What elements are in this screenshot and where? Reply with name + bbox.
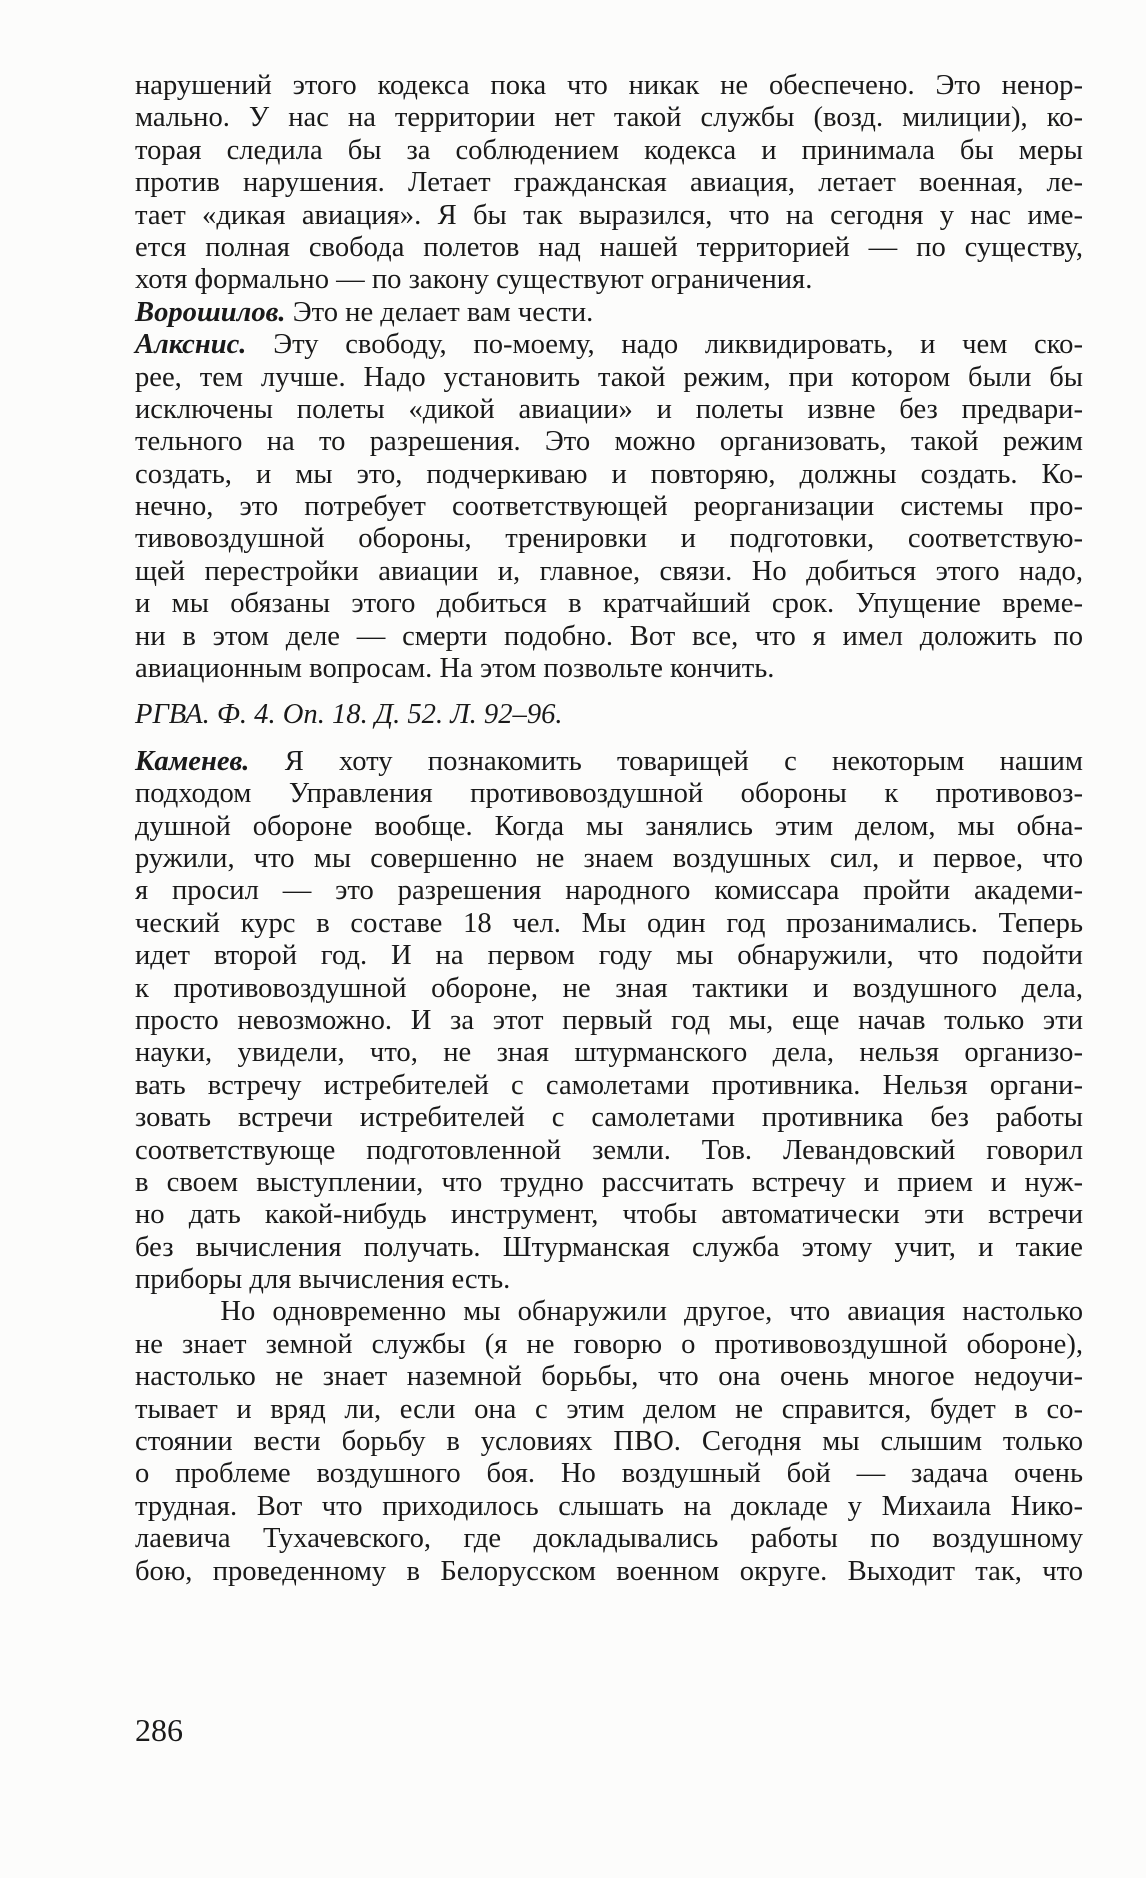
page-number: 286 bbox=[135, 1712, 183, 1748]
archive-citation: РГВА. Ф. 4. Оп. 18. Д. 52. Л. 92–96. bbox=[135, 699, 563, 731]
page-text bbox=[135, 70, 1083, 1588]
paragraph bbox=[135, 1296, 1083, 1588]
text-line: зовать встречи истребителей с самолетами противника без работы bbox=[135, 1102, 1083, 1134]
text-line: тывает и вряд ли, если она с этим делом не справится, будет в со- bbox=[135, 1393, 1083, 1425]
text-line: трудная. Вот что приходилось слышать на докладе у Михаила Нико- bbox=[135, 1490, 1083, 1522]
text-line: душной обороне вообще. Когда мы занялись этим делом, мы обна- bbox=[135, 810, 1083, 842]
text-line: тает «дикая авиация». Я бы так выразился, что на сегодня у нас име- bbox=[135, 199, 1083, 231]
text-line: бою, проведенному в Белорусском военном округе. Выходит так, что bbox=[135, 1555, 1083, 1587]
text-line: идет второй год. И на первом году мы обнаружили, что подойти bbox=[135, 940, 1083, 972]
text-line: мально. У нас на территории нет такой службы (возд. милиции), ко- bbox=[135, 102, 1083, 134]
text-line: торая следила бы за соблюдением кодекса и принимала бы меры bbox=[135, 134, 1083, 166]
text-line: нечно, это потребует соответствующей реорганизации системы про- bbox=[135, 491, 1083, 523]
speaker-name: Алкснис. bbox=[135, 329, 247, 361]
text-line: лаевича Тухачевского, где докладывались работы по воздушному bbox=[135, 1523, 1083, 1555]
text-line: рее, тем лучше. Надо установить такой режим, при котором были бы bbox=[135, 361, 1083, 393]
text-line bbox=[135, 329, 1083, 361]
text-line: стоянии вести борьбу в условиях ПВО. Сегодня мы слышим только bbox=[135, 1426, 1083, 1458]
text-line: в своем выступлении, что трудно рассчитать встречу и прием и нуж- bbox=[135, 1166, 1083, 1198]
text-line: я просил — это разрешения народного комиссара пройти академи- bbox=[135, 875, 1083, 907]
text-line: щей перестройки авиации и, главное, связи. Но добиться этого надо, bbox=[135, 555, 1083, 587]
paragraph bbox=[135, 70, 1083, 297]
speaker-name: Каменев. bbox=[135, 745, 250, 777]
text-line: ческий курс в составе 18 чел. Мы один год прозанимались. Теперь bbox=[135, 907, 1083, 939]
text-line: о проблеме воздушного боя. Но воздушный бой — задача очень bbox=[135, 1458, 1083, 1490]
text-line: науки, увидели, что, не зная штурманского дела, нельзя организо- bbox=[135, 1037, 1083, 1069]
text-line: без вычисления получать. Штурманская служба этому учит, и такие bbox=[135, 1231, 1083, 1263]
text-line: приборы для вычисления есть. bbox=[135, 1264, 511, 1296]
speech-text: Я хоту познакомить товарищей с некоторым нашим bbox=[249, 745, 1083, 777]
text-line: тельного на то разрешения. Это можно организовать, такой режим bbox=[135, 426, 1083, 458]
text-line: не знает земной службы (я не говорю о противовоздушной обороне), bbox=[135, 1328, 1083, 1360]
text-line: создать, и мы это, подчеркиваю и повторяю, должны создать. Ко- bbox=[135, 458, 1083, 490]
paragraph bbox=[135, 746, 1083, 1297]
text-line: против нарушения. Летает гражданская авиация, летает военная, ле- bbox=[135, 167, 1083, 199]
text-line: ни в этом деле — смерти подобно. Вот все, что я имел доложить по bbox=[135, 620, 1083, 652]
text-line: вать встречу истребителей с самолетами противника. Нельзя органи- bbox=[135, 1069, 1083, 1101]
text-line: исключены полеты «дикой авиации» и полеты извне без предвари- bbox=[135, 393, 1083, 425]
text-line: просто невозможно. И за этот первый год мы, еще начав только эти bbox=[135, 1004, 1083, 1036]
text-line: соответствующе подготовленной земли. Тов. Левандовский говорил bbox=[135, 1134, 1083, 1166]
speech-text: Это не делает вам чести. bbox=[285, 296, 594, 328]
text-line: нарушений этого кодекса пока что никак не обеспечено. Это ненор- bbox=[135, 70, 1083, 101]
text-line: подходом Управления противовоздушной обороны к противовоз- bbox=[135, 778, 1083, 810]
paragraph bbox=[135, 329, 1083, 685]
text-line: но дать какой-нибудь инструмент, чтобы автоматически эти встречи bbox=[135, 1199, 1083, 1231]
text-line bbox=[135, 297, 1083, 329]
text-line: авиационным вопросам. На этом позвольте кончить. bbox=[135, 653, 775, 685]
text-line: ется полная свобода полетов над нашей территорией — по существу, bbox=[135, 231, 1083, 263]
text-line: тивовоздушной обороны, тренировки и подготовки, соответствую- bbox=[135, 523, 1083, 555]
text-line: ружили, что мы совершенно не знаем воздушных сил, и первое, что bbox=[135, 842, 1083, 874]
text-line: и мы обязаны этого добиться в кратчайший срок. Упущение време- bbox=[135, 588, 1083, 620]
text-line: Но одновременно мы обнаружили другое, что авиация настолько bbox=[135, 1296, 1083, 1328]
archive-reference bbox=[135, 699, 1083, 731]
speech-text: Эту свободу, по-моему, надо ликвидировать, и чем ско- bbox=[246, 329, 1083, 361]
text-line: настолько не знает наземной борьбы, что она очень многое недоучи- bbox=[135, 1361, 1083, 1393]
text-line: к противовоздушной обороне, не зная тактики и воздушного дела, bbox=[135, 972, 1083, 1004]
text-line bbox=[135, 746, 1083, 778]
speaker-name: Ворошилов. bbox=[135, 296, 286, 328]
paragraph bbox=[135, 297, 1083, 329]
text-line: хотя формально — по закону существуют ограничения. bbox=[135, 264, 813, 296]
